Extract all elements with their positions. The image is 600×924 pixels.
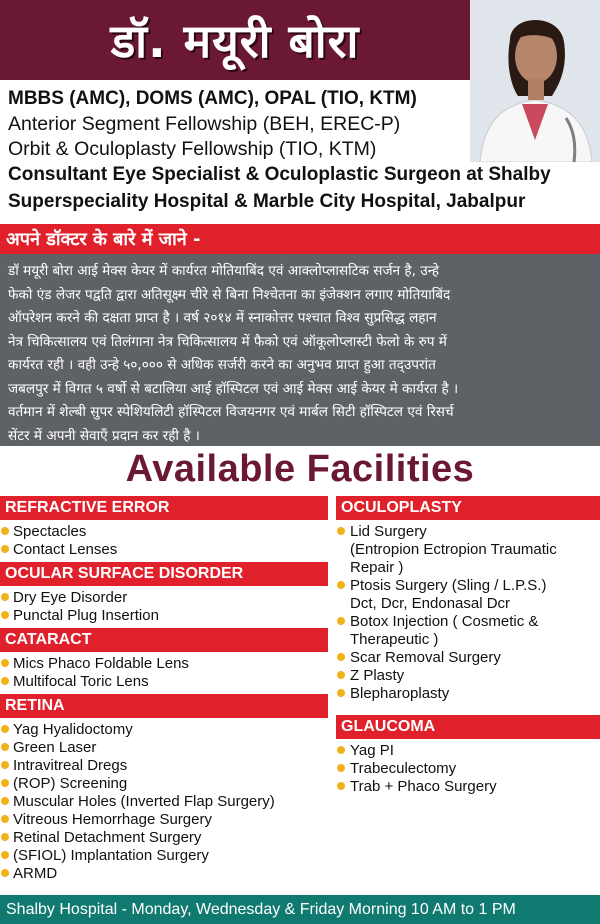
bullet-dot-icon xyxy=(1,833,9,841)
header xyxy=(0,0,600,220)
list-item: Multifocal Toric Lens xyxy=(0,673,328,691)
about-line: जबलपुर में विगत ५ वर्षो से बटालिया आई हॉस्पिटल एवं आई मेक्स आई केयर मे कार्यरत है । xyxy=(8,380,459,397)
list-item: Botox Injection ( Cosmetic & Therapeutic ) xyxy=(336,613,600,649)
section-heading-refractive-error: REFRACTIVE ERROR xyxy=(0,496,328,520)
bullet-dot-icon xyxy=(1,797,9,805)
about-line: नेत्र चिकित्सालय एवं तिलंगाना नेत्र चिकित्सालय में फैको एवं ऑकूलोप्लास्टी फेलो के रुप में xyxy=(8,333,447,350)
bullet-dot-icon xyxy=(1,593,9,601)
refractive-error-list xyxy=(0,523,328,559)
list-item: Lid Surgery (Entropion Ectropion Traumatic Repair ) xyxy=(336,523,600,577)
list-item: Yag Hyalidoctomy xyxy=(0,721,328,739)
list-item: Retinal Detachment Surgery xyxy=(0,829,328,847)
about-line: कार्यरत रही । वही उन्हे ५०,००० से अधिक सर्जरी करने का अनुभव प्राप्त हुआ तद्उपरांत xyxy=(8,357,436,373)
bullet-dot-icon xyxy=(1,611,9,619)
bullet-dot-icon xyxy=(1,527,9,535)
bullet-dot-icon xyxy=(1,677,9,685)
about-line: सेंटर में अपनी सेवाएँ प्रदान कर रही है । xyxy=(8,427,200,444)
list-item: Punctal Plug Insertion xyxy=(0,607,328,625)
bullet-dot-icon xyxy=(337,746,345,754)
list-item: Ptosis Surgery (Sling / L.P.S.) Dct, Dcr, Endonasal Dcr xyxy=(336,577,600,613)
list-item: Trabeculectomy xyxy=(336,760,600,778)
list-item: Muscular Holes (Inverted Flap Surgery) xyxy=(0,793,328,811)
section-heading-ocular-surface-disorder: OCULAR SURFACE DISORDER xyxy=(0,562,328,586)
list-item: Green Laser xyxy=(0,739,328,757)
bullet-dot-icon xyxy=(1,725,9,733)
glaucoma-list xyxy=(336,742,600,796)
credential-fellowship-orbit: Orbit & Oculoplasty Fellowship (TIO, KTM) xyxy=(8,138,377,160)
retina-list xyxy=(0,721,328,883)
about-line: डॉ मयूरी बोरा आई मेक्स केयर में कार्यरत मोतियाबिंद एवं आक्लोप्लासटिक सर्जन है, उन्हे xyxy=(8,263,440,279)
bullet-dot-icon xyxy=(1,659,9,667)
cataract-list xyxy=(0,655,328,691)
list-item: Mics Phaco Foldable Lens xyxy=(0,655,328,673)
about-heading-bar xyxy=(0,224,600,254)
section-heading-glaucoma: GLAUCOMA xyxy=(336,715,600,739)
credential-degrees: MBBS (AMC), DOMS (AMC), OPAL (TIO, KTM) xyxy=(8,88,417,109)
section-heading-oculoplasty: OCULOPLASTY xyxy=(336,496,600,520)
list-item: (ROP) Screening xyxy=(0,775,328,793)
bullet-dot-icon xyxy=(1,869,9,877)
list-item: (SFIOL) Implantation Surgery xyxy=(0,847,328,865)
bullet-dot-icon xyxy=(337,527,345,535)
credential-position-line1: Consultant Eye Specialist & Oculoplastic Surgeon at Shalby xyxy=(8,164,551,185)
facilities-left-column xyxy=(0,496,328,883)
footer-timings xyxy=(0,895,600,924)
list-item: Dry Eye Disorder xyxy=(0,589,328,607)
oculoplasty-list xyxy=(336,523,600,703)
section-heading-retina: RETINA xyxy=(0,694,328,718)
bullet-dot-icon xyxy=(1,761,9,769)
bullet-dot-icon xyxy=(337,581,345,589)
bullet-dot-icon xyxy=(337,689,345,697)
about-heading: अपने डॉक्टर के बारे में जाने - xyxy=(6,229,201,250)
doctor-name: डॉ. मयूरी बोरा xyxy=(110,14,360,68)
list-item: Spectacles xyxy=(0,523,328,541)
bullet-dot-icon xyxy=(1,815,9,823)
bullet-dot-icon xyxy=(337,764,345,772)
doctor-name-banner xyxy=(0,0,470,80)
facilities-right-column xyxy=(336,496,600,796)
bullet-dot-icon xyxy=(337,617,345,625)
bullet-dot-icon xyxy=(1,545,9,553)
list-item: Yag PI xyxy=(336,742,600,760)
bullet-dot-icon xyxy=(337,782,345,790)
list-item: Trab + Phaco Surgery xyxy=(336,778,600,796)
about-line: वर्तमान में शेल्बी सुपर स्पेशियलिटी हॉस्पिटल विजयनगर एवं मार्बल सिटी हॉस्पिटल एवं रिसर्च xyxy=(8,404,454,420)
list-item: Vitreous Hemorrhage Surgery xyxy=(0,811,328,829)
facilities-title: Available Facilities xyxy=(125,448,475,490)
about-line: फेको एंड लेजर पद्वति द्वारा अतिसूक्ष्म चीरे से बिना निश्चेतना का इंजेक्शन लगाए मोतियाबिंद xyxy=(8,286,451,303)
bullet-dot-icon xyxy=(337,653,345,661)
bullet-dot-icon xyxy=(337,671,345,679)
about-text-box xyxy=(0,254,600,446)
credential-position-line2: Superspeciality Hospital & Marble City Hospital, Jabalpur xyxy=(8,191,526,212)
list-item: Blepharoplasty xyxy=(336,685,600,703)
footer-text: Shalby Hospital - Monday, Wednesday & Friday Morning 10 AM to 1 PM xyxy=(6,901,516,918)
list-item: Intravitreal Dregs xyxy=(0,757,328,775)
list-item: Contact Lenses xyxy=(0,541,328,559)
credential-fellowship-anterior: Anterior Segment Fellowship (BEH, EREC-P) xyxy=(8,113,401,135)
about-line: ऑपरेशन करने की दक्षता प्राप्त है । वर्ष २०१४ में स्नाकोत्तर पश्चात विश्व सुप्रसिद्ध लहान xyxy=(8,310,437,326)
section-heading-cataract: CATARACT xyxy=(0,628,328,652)
list-item: Z Plasty xyxy=(336,667,600,685)
bullet-dot-icon xyxy=(1,851,9,859)
ocular-surface-list xyxy=(0,589,328,625)
list-item: Scar Removal Surgery xyxy=(336,649,600,667)
bullet-dot-icon xyxy=(1,779,9,787)
bullet-dot-icon xyxy=(1,743,9,751)
list-item: ARMD xyxy=(0,865,328,883)
